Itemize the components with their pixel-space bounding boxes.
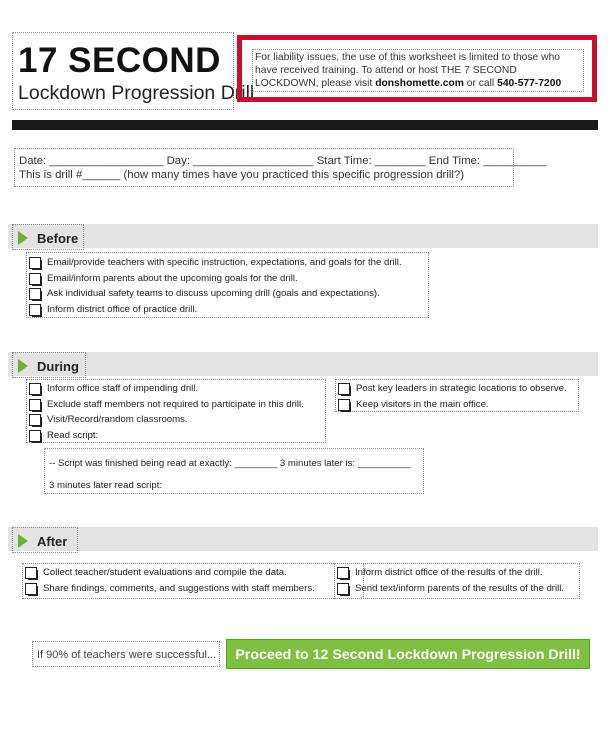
checklist-item-label: Post key leaders in strategic locations to observe.: [356, 383, 567, 394]
checklist-item[interactable]: [27, 255, 428, 271]
checklist-item[interactable]: [335, 581, 579, 597]
checkbox-icon[interactable]: [338, 383, 350, 395]
checkbox-icon[interactable]: [29, 288, 41, 300]
liability-notice-text: [252, 49, 584, 92]
during-band: [8, 352, 598, 376]
checkbox-icon[interactable]: [29, 430, 41, 442]
proceed-button[interactable]: Proceed to 12 Second Lockdown Progression Drill!: [226, 639, 590, 669]
checklist-item-label: Inform office staff of impending drill.: [47, 383, 199, 394]
script-later-line[interactable]: 3 minutes later read script:: [49, 480, 163, 491]
checklist-item[interactable]: [27, 412, 325, 428]
checkbox-icon[interactable]: [29, 399, 41, 411]
checklist-item-label: Email/provide teachers with specific instruction, expectations, and goals for the drill.: [47, 257, 402, 268]
checkbox-icon[interactable]: [337, 567, 349, 579]
checklist-item[interactable]: [27, 286, 428, 302]
checkbox-icon[interactable]: [29, 304, 41, 316]
section-after: [12, 527, 78, 553]
checkbox-icon[interactable]: [337, 583, 349, 595]
drill-info-line-1[interactable]: Date: __________________ Day: ___________________ Start Time: ________ End Time: __________: [19, 155, 547, 167]
page-title: 17 SECOND: [18, 41, 221, 80]
checklist-item-label: Share findings, comments, and suggestions with staff members.: [43, 582, 315, 594]
checklist-item-label: Inform district office of the results of the drill.: [355, 567, 543, 578]
checklist-item-label: Collect teacher/student evaluations and compile the data.: [43, 567, 287, 578]
checklist-item-label: Visit/Record/random classrooms.: [47, 414, 188, 425]
checklist-item[interactable]: [27, 397, 325, 413]
checklist-item[interactable]: [336, 381, 578, 397]
checklist-item[interactable]: [23, 581, 363, 597]
checklist-item[interactable]: [27, 428, 325, 444]
script-timing-box: [44, 448, 424, 494]
checklist-item[interactable]: [335, 565, 579, 581]
checklist-item[interactable]: [23, 565, 363, 581]
drill-info-box: [14, 148, 547, 187]
liability-notice: [237, 35, 597, 102]
checklist-item[interactable]: [27, 381, 325, 397]
script-finished-line[interactable]: -- Script was finished being read at exactly: ________ 3 minutes later is: __________: [49, 458, 412, 469]
checklist-item-label: Send text/inform parents of the results of the drill.: [355, 582, 565, 594]
checklist-item-label: Exclude staff members not required to participate in this drill.: [47, 398, 304, 410]
checklist-item-label: Ask individual safety teams to discuss upcoming drill (goals and expectations).: [47, 288, 380, 299]
checkbox-icon[interactable]: [25, 583, 37, 595]
section-before-label: Before: [37, 231, 79, 246]
after-checklist-left: [22, 563, 364, 599]
notice-body: For liability issues, the use of this worksheet is limited to those who have received training. To attend or host THE 7 SECOND LOCKDOWN, please visit: [255, 52, 561, 89]
during-checklist-left: [26, 379, 326, 443]
section-during: [12, 352, 86, 378]
notice-link[interactable]: donshomette.com: [375, 78, 464, 89]
checklist-item-label: Email/inform parents about the upcoming goals for the drill.: [47, 272, 298, 284]
checklist-item-label: Keep visitors in the main office.: [356, 398, 489, 410]
checklist-item-label: Inform district office of practice drill.: [47, 303, 198, 315]
notice-phone: 540-577-7200: [497, 78, 562, 89]
notice-or: or call: [466, 78, 495, 89]
checkbox-icon[interactable]: [25, 567, 37, 579]
checkbox-icon[interactable]: [29, 383, 41, 395]
play-arrow-icon: [18, 534, 28, 548]
header-divider: [12, 120, 598, 130]
during-checklist-right: [335, 379, 579, 412]
after-band: [8, 527, 598, 551]
page-subtitle: Lockdown Progression Drill: [18, 82, 255, 104]
section-after-label: After: [37, 534, 68, 549]
checkbox-icon[interactable]: [29, 414, 41, 426]
drill-info-line-2[interactable]: This is drill #______ (how many times have you practiced this specific progression drill?): [19, 169, 465, 181]
before-checklist: [26, 252, 429, 318]
title-box: [12, 32, 255, 110]
checklist-item[interactable]: [27, 302, 428, 318]
after-checklist-right: [334, 563, 580, 599]
checkbox-icon[interactable]: [338, 399, 350, 411]
checklist-item[interactable]: [336, 397, 578, 413]
section-before: [12, 224, 84, 250]
checklist-item[interactable]: [27, 271, 428, 287]
checkbox-icon[interactable]: [29, 273, 41, 285]
section-during-label: During: [37, 359, 79, 374]
checklist-item-label: Read script:: [47, 429, 99, 441]
success-condition: If 90% of teachers were successful...: [32, 641, 220, 667]
before-band: [8, 224, 598, 248]
checkbox-icon[interactable]: [29, 257, 41, 269]
play-arrow-icon: [18, 359, 28, 373]
play-arrow-icon: [18, 231, 28, 245]
